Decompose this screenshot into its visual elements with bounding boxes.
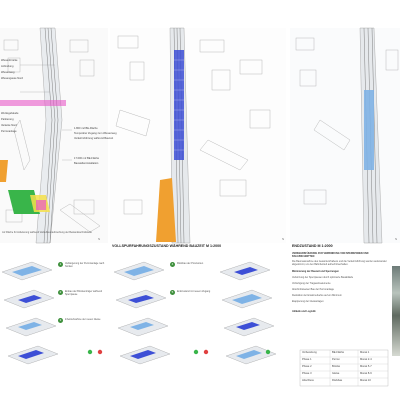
table-cell: Brücke bbox=[332, 365, 341, 368]
panel1-label-8: Perronanlage bbox=[1, 130, 17, 133]
svg-text:N: N bbox=[98, 237, 101, 241]
panel3-subtitle: VERKEHRSFÜHRUNG ZUR VERBINDUNG VON SPERRZONEN UND BAUABSCHNITTEN bbox=[292, 252, 369, 259]
table-cell: Vorbereitung bbox=[302, 351, 317, 354]
step-number: 3 bbox=[59, 318, 62, 322]
table-cell: Perron bbox=[332, 358, 340, 361]
panel3-heading-2: Abläufe und Logistik bbox=[292, 310, 316, 313]
svg-text:N: N bbox=[282, 237, 285, 241]
panel1-label-6: Parkierung bbox=[1, 118, 14, 121]
panel1-note-b: Temporärer Zugang zum Wiesenweg bbox=[74, 132, 117, 135]
svg-text:N: N bbox=[395, 237, 398, 241]
panel2-title: VOLLSPURFAHRUNGSZUSTAND WÄHREND BAUZEIT M 1:2000 bbox=[112, 244, 222, 248]
panel3-item-5: Etappierung der Gleisanlagen bbox=[292, 300, 324, 303]
step-text: Endzustand mit neuem Zugang bbox=[177, 290, 211, 293]
panel-3-map bbox=[290, 28, 400, 243]
table-cell: Gleise bbox=[332, 372, 340, 375]
aerial-photo bbox=[392, 266, 400, 356]
panel1-note-a: 1.800 m2 BE-Fläche bbox=[74, 127, 98, 130]
step-number: 5 bbox=[171, 290, 174, 294]
panel1-label-1: Wiesenbrücke bbox=[1, 59, 18, 62]
panel1-label-7: Variante Nord bbox=[1, 124, 17, 127]
iso-diagrams bbox=[2, 262, 276, 364]
step-number: 2 bbox=[59, 290, 62, 294]
panel1-footer: m2 Fläche für Anlieferung während Verkehrsunterbrechung der Bestandsschnittstelle bbox=[2, 231, 92, 234]
table-cell: Rückbau bbox=[332, 379, 343, 382]
panel1-note-d: 17.000 m2 BE-Fläche bbox=[74, 157, 100, 160]
step-number: 1 bbox=[59, 262, 62, 266]
panel3-title: ENDZUSTAND M 1:2000 bbox=[292, 244, 333, 248]
panel1-label-4: Wiesengasse Nord bbox=[1, 77, 23, 80]
step-text: Einbau der Brückenträger während Sperrpause bbox=[65, 290, 103, 297]
panel3-item-3: Abschnittsweiser Bau der Perronanlage bbox=[292, 288, 334, 291]
table-cell: Abschluss bbox=[302, 379, 314, 382]
step-text: Inbetriebnahme der neuen Gleise bbox=[65, 318, 101, 321]
step-text: Rückbau der Provisorien bbox=[177, 262, 204, 265]
step-text: Verlängerung der Perronanlage nach Norden bbox=[65, 262, 105, 269]
panel3-heading-1: Minimierung der Bauzeit und Sperrungen bbox=[292, 270, 339, 273]
table-cell: Monat 10 bbox=[360, 379, 371, 382]
table-cell: Monat 2-4 bbox=[360, 358, 372, 361]
panel3-intro: Die Baumassnahme des Gesamtvorhabens und die Verkehrsführung werden aufeinander abgestimmt, um den Bahnbetrieb aufrechtzuerhalten. bbox=[292, 260, 387, 267]
table-cell: BE-Fläche bbox=[332, 351, 345, 354]
panel1-label-5: Werksgebäude bbox=[1, 112, 19, 115]
table-cell: Phase 2 bbox=[302, 365, 312, 368]
panel3-item-2: Vorfertigung der Tragwerkselemente bbox=[292, 282, 331, 285]
table-cell: Phase 3 bbox=[302, 372, 312, 375]
table-cell: Monat 5-7 bbox=[360, 365, 372, 368]
table-cell: Monat 8-9 bbox=[360, 372, 372, 375]
table-cell: Monat 1 bbox=[360, 351, 370, 354]
panel1-note-e: Baustelleninstallation bbox=[74, 162, 99, 165]
panel1-note-c: Verkehrsführung während Bauzeit bbox=[74, 137, 114, 140]
panel1-label-2: Anbindung bbox=[1, 65, 14, 68]
panel3-item-4: Reduktion der Ersatzverkehre auf ein Minimum bbox=[292, 294, 342, 297]
panel3-item-1: Verkürzung der Sperrpausen durch optimierte Bauabläufe bbox=[292, 276, 354, 279]
panel-2-map bbox=[110, 28, 286, 243]
step-number: 4 bbox=[171, 262, 174, 266]
panel1-label-3: Wiesenweg bbox=[1, 71, 15, 74]
table-cell: Phase 1 bbox=[302, 358, 312, 361]
